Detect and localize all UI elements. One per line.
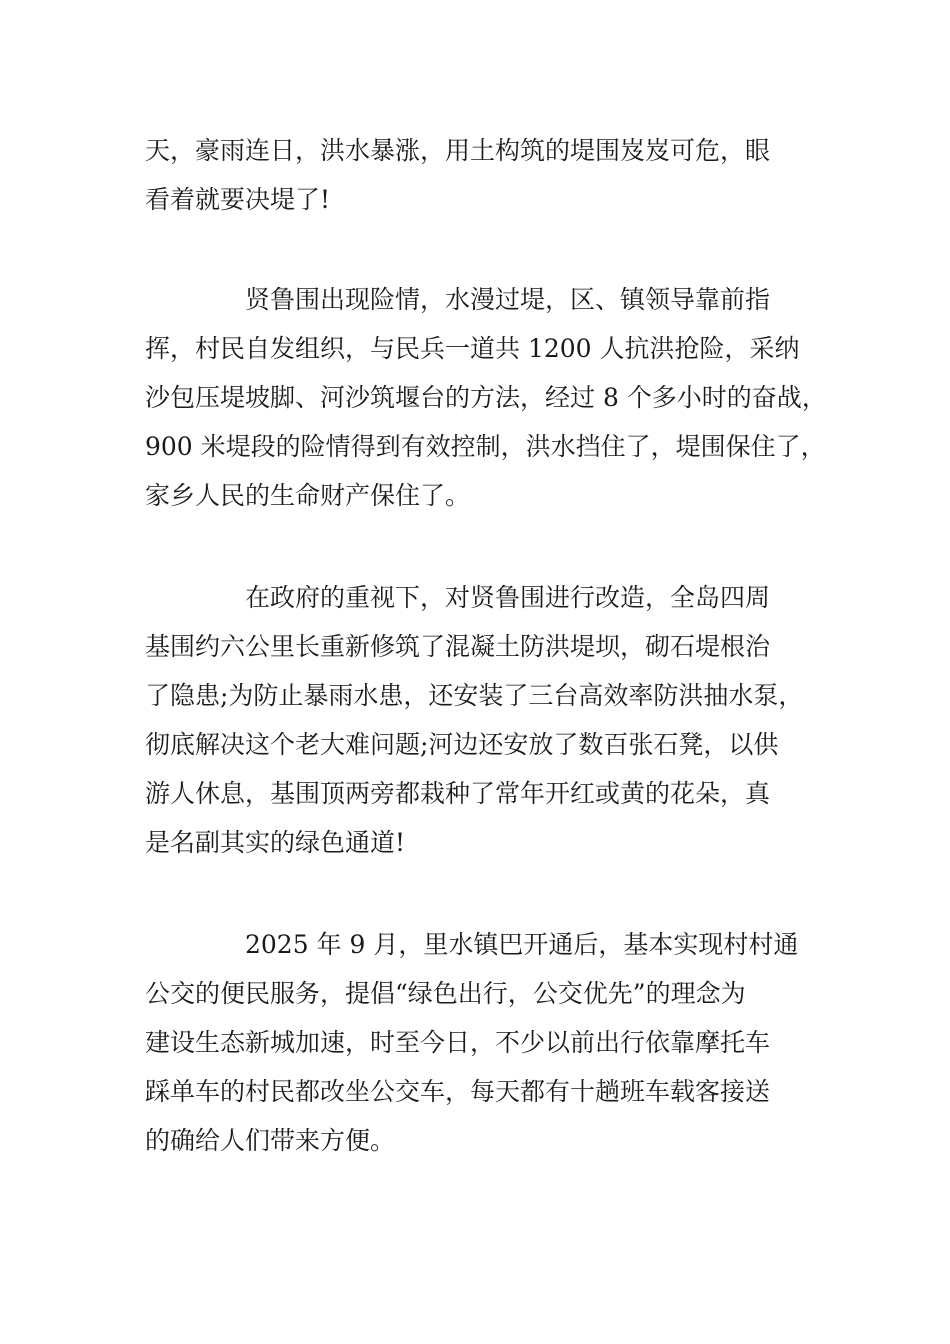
paragraph-4 [145, 920, 835, 1165]
paragraph-line: 游人休息，基围顶两旁都栽种了常年开红或黄的花朵，真 [145, 779, 771, 808]
paragraph-2 [145, 275, 835, 520]
paragraph-3 [145, 573, 835, 867]
paragraph-line: 是名副其实的绿色通道! [145, 828, 406, 857]
paragraph-line: 公交的便民服务，提倡“绿色出行，公交优先”的理念为 [145, 979, 746, 1008]
paragraph-line: 挥，村民自发组织，与民兵一道共 1200 人抗洪抢险，采纳 [145, 334, 800, 363]
paragraph-line: 看着就要决堤了! [145, 185, 331, 214]
paragraph-line: 基围约六公里长重新修筑了混凝土防洪堤坝，砌石堤根治 [145, 632, 771, 661]
paragraph-line: 了隐患;为防止暴雨水患，还安装了三台高效率防洪抽水泵， [145, 681, 804, 710]
paragraph-line: 彻底解决这个老大难问题;河边还安放了数百张石凳，以供 [145, 730, 779, 759]
paragraph-line: 2025 年 9 月，里水镇巴开通后，基本实现村村通 [245, 930, 799, 959]
paragraph-line: 在政府的重视下，对贤鲁围进行改造，全岛四周 [245, 583, 771, 612]
paragraph-1 [145, 126, 835, 224]
paragraph-line: 天，豪雨连日，洪水暴涨，用土构筑的堤围岌岌可危，眼 [145, 136, 771, 165]
paragraph-line: 踩单车的村民都改坐公交车，每天都有十趟班车载客接送 [145, 1077, 771, 1106]
paragraph-line: 900 米堤段的险情得到有效控制，洪水挡住了，堤围保住了， [145, 432, 826, 461]
paragraph-line: 家乡人民的生命财产保住了。 [145, 481, 471, 510]
paragraph-line: 建设生态新城加速，时至今日，不少以前出行依靠摩托车 [145, 1028, 771, 1057]
paragraph-line: 沙包压堤坡脚、河沙筑堰台的方法，经过 8 个多小时的奋战， [145, 383, 827, 412]
paragraph-line: 贤鲁围出现险情，水漫过堤，区、镇领导靠前指 [245, 285, 771, 314]
paragraph-line: 的确给人们带来方便。 [145, 1126, 396, 1155]
